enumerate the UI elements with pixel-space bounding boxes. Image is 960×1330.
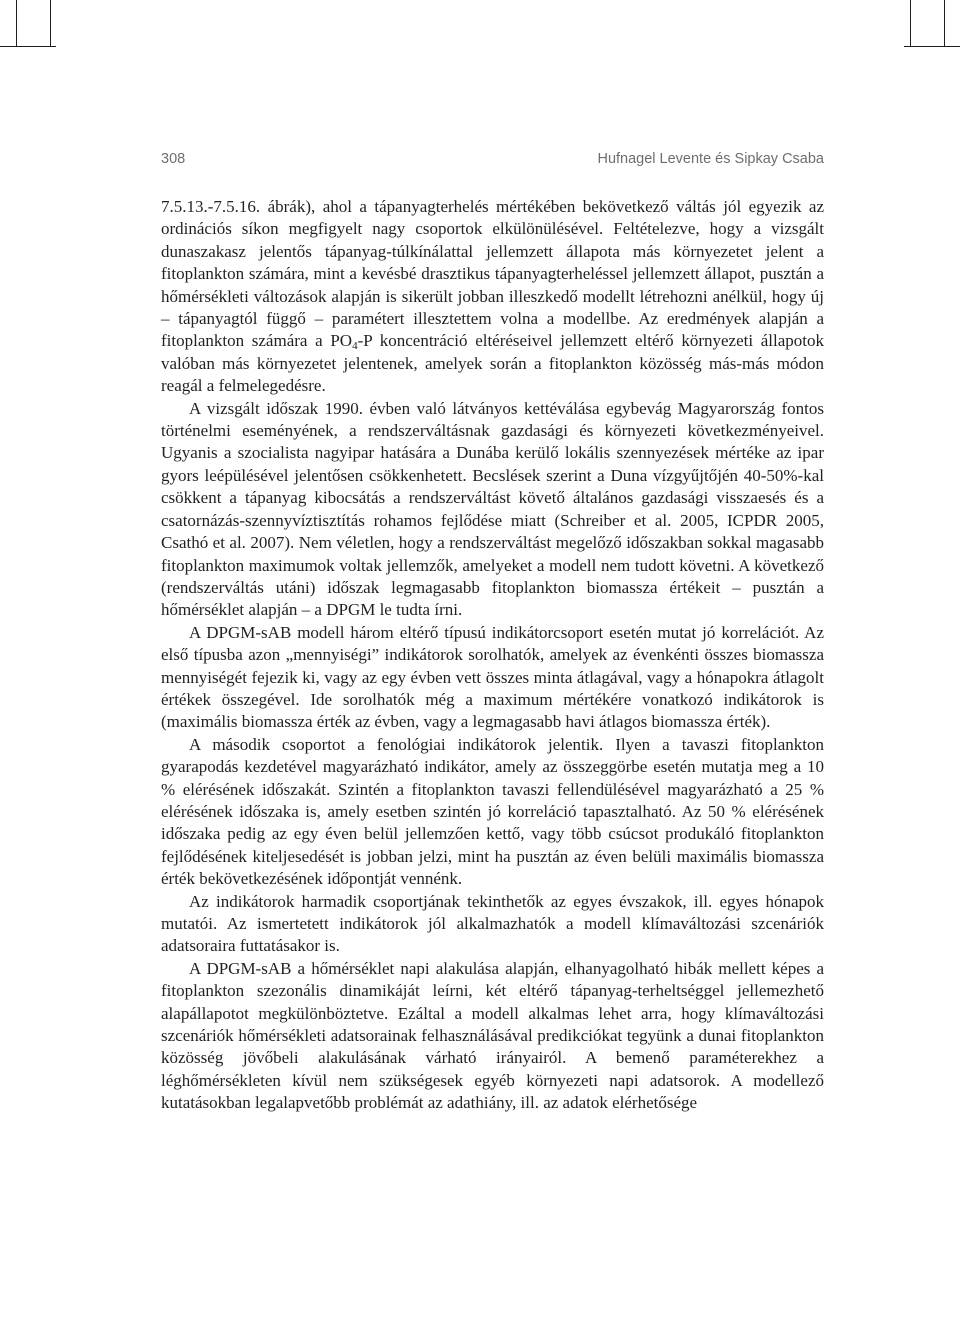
page-number: 308 xyxy=(161,151,186,167)
crop-mark-top-right-horizontal xyxy=(904,46,960,47)
crop-mark-top-right-inner xyxy=(910,0,911,46)
crop-mark-top-left xyxy=(16,0,17,46)
paragraph-2: A vizsgált időszak 1990. évben való látványos kettéválása egybevág Magyarország fontos történelmi eseményének, a rendszerváltásnak gazdasági és környezeti következményeivel. Ugyanis a szocialista nagyipar hatására a Dunába kerülő lokális szennyezések mértéke az ipar gyors leépülésével jelentősen csökkenhetett. Becslések szerint a Duna vízgyűjtőjén 40-50%-kal csökkent a tápanyag kibocsátás a rendszerváltást követő általános gazdasági visszaesés és a csatornázás-szennyvíztisztítás rohamos fejlődése miatt (Schreiber et al. 2005, ICPDR 2005, Csathó et al. 2007). Nem véletlen, hogy a rendszerváltást megelőző időszakban sokkal magasabb fitoplankton maximumok voltak jellemzők, amelyeket a modell nem tudott követni. A következő (rendszerváltás utáni) időszak legmagasabb fitoplankton biomassza értékeit – pusztán a hőmérséklet alapján – a DPGM le tudta írni. xyxy=(161,398,824,620)
body-text xyxy=(161,196,824,1115)
crop-mark-top-right xyxy=(944,0,945,46)
paragraph-5: Az indikátorok harmadik csoportjának tekinthetők az egyes évszakok, ill. egyes hónapok mutatói. Az ismertetett indikátorok jól alkalmazhatók a modell klímaváltozási szcenáriók adatsoraira futtatásakor is. xyxy=(161,891,824,956)
paragraph-3: A DPGM-sAB modell három eltérő típusú indikátorcsoport esetén mutat jó korrelációt. Az első típusba azon „mennyiségi” indikátorok sorolhatók, amelyek az évenkénti összes biomassza mennyiségét fejezik ki, vagy az egy évben vett összes minta átlagával, vagy a hónapokra átlagolt értékek összegével. Ide sorolhatók még a maximum mértékére vonatkozó indikátorok is (maximális biomassza érték az évben, vagy a legmagasabb havi átlagos biomassza érték). xyxy=(161,622,824,732)
subscript-4: 4 xyxy=(352,340,358,353)
page-header xyxy=(161,151,824,173)
crop-mark-top-left-horizontal xyxy=(0,46,56,47)
paragraph-6: A DPGM-sAB a hőmérséklet napi alakulása alapján, elhanyagolható hibák mellett képes a fitoplankton szezonális dinamikáját leírni, két eltérő tápanyag-terheltséggel jellemezhető alapállapotot megkülönböztetve. Ezáltal a modell alkalmas lehet arra, hogy klímaváltozási szcenáriók hőmérsékleti adatsorainak felhasználásával predikciókat tegyünk a dunai fitoplankton közösség jövőbeli alakulásának várható irányairól. A bemenő paraméterekhez a léghőmérsékleten kívül nem szükségesek egyéb környezeti napi adatsorok. A modellező kutatásokban legalapvetőbb problémát az adathiány, ill. az adatok elérhetősége xyxy=(161,958,824,1113)
running-title: Hufnagel Levente és Sipkay Csaba xyxy=(597,151,824,167)
crop-mark-top-left-inner xyxy=(50,0,51,46)
paragraph-1: 7.5.13.-7.5.16. ábrák), ahol a tápanyagterhelés mértékében bekövetkező váltás jól egyezik az ordinációs síkon megfigyelt nagy csoportok elkülönülésével. Feltételezve, hogy a vizsgált dunaszakasz jelentős tápanyag-túlkínálattal jellemzett állapota más környezetet jelent a fitoplankton számára, mint a kevésbé drasztikus tápanyagterheléssel jellemzett állapot, pusztán a hőmérsékleti változások alapján is sikerült jobban illeszkedő modellt létrehozni anélkül, hogy új – tápanyagtól függő – paramétert illesztettem volna a modellbe. Az eredmények alapján a fitoplankton számára a $PO_4-P$ koncentráció eltéréseivel jellemzett eltérő környezeti állapotok valóban más környezetet jelentenek, amelyek során a fitoplankton közösség más-más módon reagál a felmelegedésre. xyxy=(161,197,824,396)
paragraph-4: A második csoportot a fenológiai indikátorok jelentik. Ilyen a tavaszi fitoplankton gyarapodás kezdetével magyarázható indikátor, amely az összeggörbe esetén mutatja meg a 10 % elérésének időszakát. Szintén a fitoplankton tavaszi fellendülésével magyarázható a 25 % elérésének időszaka is, amely esetben szintén jó korreláció tapasztalható. Az 50 % elérésének időszaka pedig az egy éven belül jellemzően kettő, vagy több csúcsot produkáló fitoplankton fejlődésének kiteljesedését is jobban jelzi, mint ha pusztán az éven belüli maximális biomassza érték bekövetkezésének időpontját vennénk. xyxy=(161,734,824,889)
